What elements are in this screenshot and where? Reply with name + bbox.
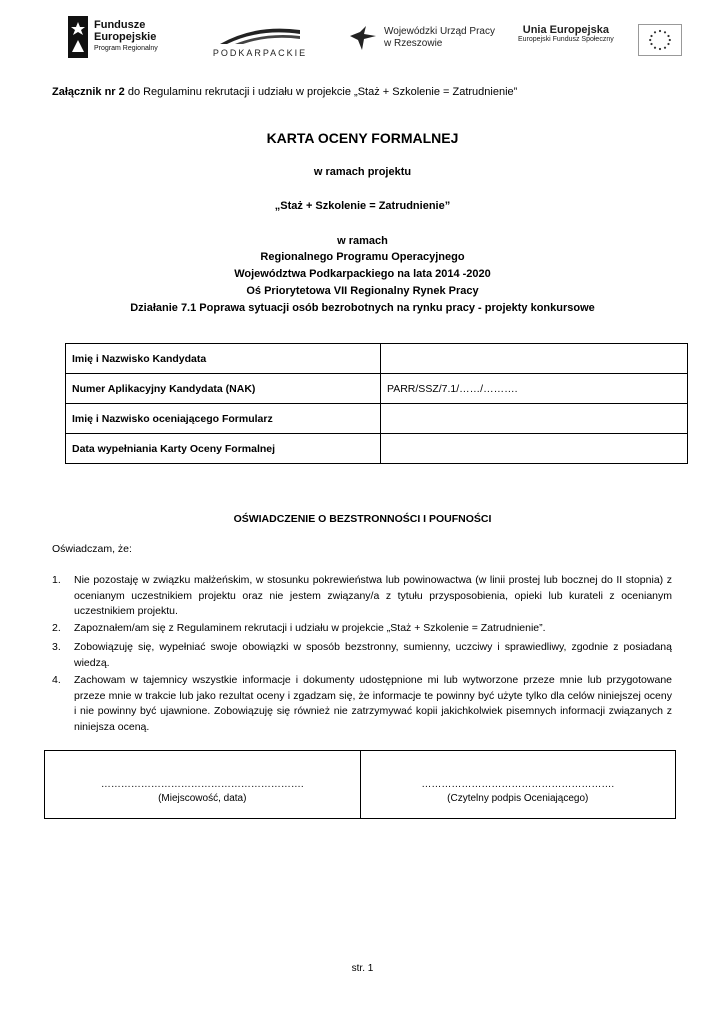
- item-number: 2.: [52, 622, 61, 634]
- row-label: Imię i Nazwisko Kandydata: [66, 344, 381, 374]
- podkarpackie-wave-icon: [215, 22, 305, 46]
- signature-box: [44, 750, 676, 819]
- podkarpackie-logo: [200, 22, 320, 58]
- table-row: [66, 434, 688, 464]
- header-line1: w ramach projektu: [313, 166, 412, 178]
- place-date-cell[interactable]: [45, 751, 360, 818]
- header-line7: Działanie 7.1 Poprawa sytuacji osób bezrobotnych na rynku pracy - projekty konkursowe: [130, 302, 595, 314]
- header-line3: w ramach: [337, 235, 388, 247]
- page-title: KARTA OCENY FORMALNEJ: [266, 130, 459, 146]
- fe-star-icon: [68, 16, 88, 58]
- place-date-caption: (Miejscowość, data): [158, 793, 247, 804]
- ue-title: Unia Europejska: [522, 24, 609, 36]
- item-number: 1.: [52, 574, 61, 586]
- fe-line1: Fundusze: [94, 19, 146, 31]
- table-row: [66, 344, 688, 374]
- eu-flag-icon: [638, 24, 682, 56]
- header-line6: Oś Priorytetowa VII Regionalny Rynek Pracy: [246, 285, 479, 297]
- annex-rest: do Regulaminu rekrutacji i udziału w projekcie „Staż + Szkolenie = Zatrudnienie”: [124, 86, 518, 98]
- table-row: [66, 374, 688, 404]
- fundusze-europejskie-logo: [68, 16, 158, 58]
- nak-field[interactable]: PARR/SSZ/7.1/……/……….: [381, 374, 688, 404]
- list-item: [52, 640, 672, 671]
- item-number: 4.: [52, 674, 61, 686]
- signature-cell[interactable]: [360, 751, 676, 818]
- signature-caption: (Czytelny podpis Oceniającego): [447, 793, 589, 804]
- annex-bold: Załącznik nr 2: [52, 86, 125, 98]
- fe-line3: Program Regionalny: [94, 45, 158, 52]
- wup-line1: Wojewódzki Urząd Pracy: [384, 26, 495, 37]
- header-line4: Regionalnego Programu Operacyjnego: [260, 251, 465, 263]
- fill-date-field[interactable]: [381, 434, 688, 464]
- evaluator-name-field[interactable]: [381, 404, 688, 434]
- podkarpackie-text: PODKARPACKIE: [212, 48, 308, 58]
- annex-line: [52, 86, 517, 98]
- signature-dots: ………………………………………………….: [421, 779, 615, 790]
- item-text: Zachowam w tajemnicy wszystkie informacje i dokumenty udostępnione mi lub wytworzone przeze mnie lub przygotowane przeze mnie w trakcie lub jako rezultat oceny i zgadzam się, że informacje te powinny być użyte tylko dla celów niniejszej oceny i nie powinny być ujawnione. Zobowiązuję się również nie zatrzymywać kopii jakichkolwiek pisemnych informacji związanych z niniejsza oceną.: [74, 674, 672, 733]
- list-item: [52, 573, 672, 620]
- candidate-name-field[interactable]: [381, 344, 688, 374]
- header-line5: Województwa Podkarpackiego na lata 2014 -2020: [234, 268, 491, 280]
- list-item: [52, 621, 672, 637]
- wup-logo: [348, 24, 495, 52]
- ue-subtitle: Europejski Fundusz Społeczny: [518, 36, 614, 43]
- candidate-info-table: [65, 343, 688, 464]
- page-number: str. 1: [351, 963, 374, 974]
- wup-bird-icon: [348, 24, 378, 52]
- header-line2: „Staż + Szkolenie = Zatrudnienie”: [274, 200, 451, 212]
- item-text: Zapoznałem/am się z Regulaminem rekrutacji i udziału w projekcie „Staż + Szkolenie = Zatrudnienie”.: [74, 622, 546, 634]
- list-item: [52, 673, 672, 735]
- wup-line2: w Rzeszowie: [384, 38, 443, 49]
- row-label: Imię i Nazwisko oceniającego Formularz: [66, 404, 381, 434]
- logo-strip: [60, 12, 690, 64]
- place-date-dots: …………………………………………………….: [100, 779, 304, 790]
- table-row: [66, 404, 688, 434]
- unia-europejska-logo: [518, 24, 614, 43]
- row-label: Data wypełniania Karty Oceny Formalnej: [66, 434, 381, 464]
- item-number: 3.: [52, 641, 61, 653]
- item-text: Nie pozostaję w związku małżeńskim, w stosunku pokrewieństwa lub powinowactwa (w linii prostej lub bocznej do II stopnia) z ocenianym uczestnikiem projektu oraz nie jestem związany/a z tytułu przysposobienia, opieki lub kurateli z ocenianym uczestnikiem projektu.: [74, 574, 672, 617]
- declaration-intro: Oświadczam, że:: [52, 543, 132, 555]
- fe-line2: Europejskie: [94, 31, 157, 43]
- declaration-title: OŚWIADCZENIE O BEZSTRONNOŚCI I POUFNOŚCI: [233, 513, 492, 525]
- row-label: Numer Aplikacyjny Kandydata (NAK): [66, 374, 381, 404]
- item-text: Zobowiązuję się, wypełniać swoje obowiązki w sposób bezstronny, sumienny, uczciwy i sprawiedliwy, zgodnie z posiadaną wiedzą.: [74, 641, 672, 669]
